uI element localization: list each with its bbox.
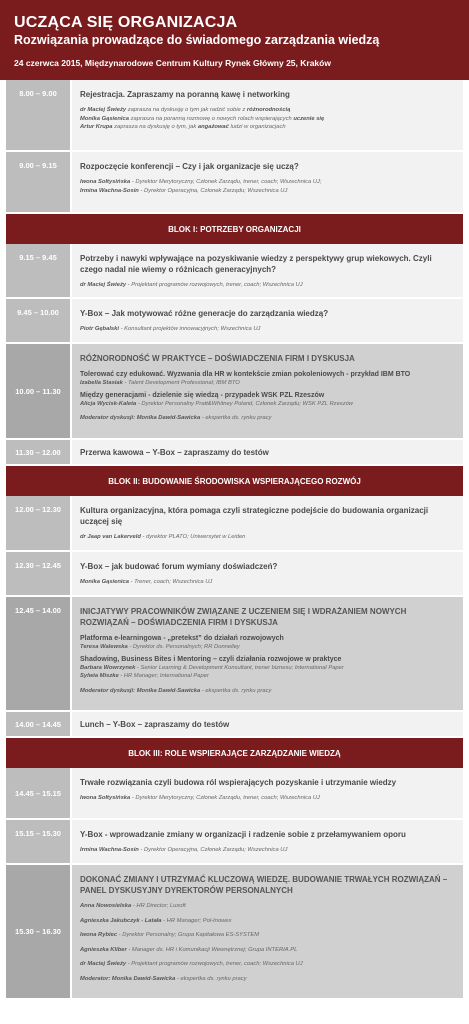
speaker-role: - dyrektor PLATO; Uniwersytet w Leiden bbox=[140, 534, 246, 540]
time-cell: 12.00 – 12.30 bbox=[6, 496, 70, 550]
session-title: Trwałe rozwiązania czyli budowa ról wspierających pozyskanie i utrzymanie wiedzy bbox=[80, 778, 397, 787]
schedule bbox=[0, 80, 469, 214]
session-content bbox=[72, 865, 463, 998]
speaker-line bbox=[80, 533, 455, 542]
session-content bbox=[72, 712, 463, 736]
conference-subtitle: Rozwiązania prowadzące do świadomego zarządzania wiedzą bbox=[14, 33, 380, 47]
speaker-role: - Dyrektor Operacyjna, Członek Zarządu; Wszechnica UJ bbox=[138, 187, 288, 194]
speaker-line bbox=[80, 794, 455, 803]
speaker-name: Piotr Gębalski bbox=[80, 326, 119, 332]
time-cell: 8.00 – 9.00 bbox=[6, 80, 70, 150]
speaker-name: Sylwia Miszke bbox=[80, 673, 119, 679]
speaker-line bbox=[80, 106, 455, 115]
speaker-line bbox=[80, 846, 455, 855]
speaker-role: - Dyrektor Operacyjna, Członek Zarządu; Wszechnica UJ bbox=[138, 847, 288, 853]
agenda-row bbox=[6, 865, 463, 1000]
moderator-label: Moderator dyskusji: bbox=[80, 687, 137, 694]
moderator-label: Moderator dyskusji: bbox=[80, 415, 137, 421]
session-title: Rejestracja. Zapraszamy na poranną kawę i networking bbox=[80, 90, 290, 99]
session-title: Przerwa kawowa – Y-Box – zapraszamy do testów bbox=[80, 448, 269, 457]
speaker-name: Iwona Sołtysińska bbox=[80, 179, 131, 185]
speaker-text: zaprasza na dyskusję o tym jak radzić sobie z bbox=[126, 107, 247, 113]
speaker-topic: angażować bbox=[197, 124, 229, 130]
speaker-topic: uczenie się bbox=[293, 115, 325, 122]
speaker-role: - Projektant programów rozwojowych, trener, coach; Wszechnica UJ bbox=[126, 282, 303, 288]
speaker-name: Alicja Wycisk-Kaleta bbox=[80, 400, 137, 407]
session-content bbox=[72, 768, 463, 818]
agenda-row bbox=[6, 712, 463, 738]
session-content bbox=[72, 152, 463, 212]
session-content bbox=[72, 244, 463, 297]
time-cell: 15.30 – 16.30 bbox=[6, 865, 70, 998]
session-content bbox=[72, 820, 463, 863]
speaker-role: - HR Director; Luxoft bbox=[131, 903, 186, 909]
speaker-line bbox=[80, 960, 455, 969]
speaker-line bbox=[80, 664, 455, 673]
session-content bbox=[72, 440, 463, 464]
block-heading: BLOK II: BUDOWANIE ŚRODOWISKA WSPIERAJĄCEGO ROZWÓJ bbox=[6, 466, 463, 496]
session-title: RÓŻNORODNOŚĆ W PRAKTYCE – DOŚWIADCZENIA FIRM I DYSKUSJA bbox=[80, 354, 355, 363]
agenda-row bbox=[6, 820, 463, 865]
conference-date-venue: 24 czerwca 2015, Międzynarodowe Centrum Kultury Rynek Główny 25, Kraków bbox=[14, 58, 331, 68]
speaker-role: - Dyrektor Personalny Pratt&Whitney Poland, Członek Zarządu; WSK PZL Rzeszów bbox=[136, 400, 353, 407]
speaker-line bbox=[80, 917, 455, 926]
agenda-row bbox=[6, 552, 463, 597]
speaker-role: - Dyrektor Personalny; Grupa Kapitałowa ES-SYSTEM bbox=[117, 932, 260, 938]
time-cell: 10.00 – 11.30 bbox=[6, 344, 70, 438]
session-content bbox=[72, 344, 463, 438]
speaker-name: Monika Gąsienica bbox=[80, 579, 129, 585]
speaker-name: dr Maciej Świeży bbox=[80, 961, 127, 967]
session-title: Y-Box – Jak motywować różne generacje do zarządzania wiedzą? bbox=[80, 309, 329, 318]
agenda-row bbox=[6, 496, 463, 552]
talk-title: Między generacjami - dzielenie się wiedzą - przypadek WSK PZL Rzeszów bbox=[80, 391, 325, 399]
talk-title: Tolerować czy edukować. Wyzwania dla HR w kontekście zmian pokoleniowych - przykład IBM BTO bbox=[80, 371, 411, 378]
conference-title: UCZĄCA SIĘ ORGANIZACJA bbox=[14, 14, 238, 31]
speaker-role: - Talent Development Professional; IBM BTO bbox=[122, 380, 240, 386]
time-cell: 9.15 – 9.45 bbox=[6, 244, 70, 297]
moderator-role: - ekspertka ds. rynku pracy bbox=[200, 687, 272, 694]
speaker-name: dr Maciej Świeży bbox=[80, 107, 127, 113]
block-heading: BLOK III: ROLE WSPIERAJĄCE ZARZĄDZANIE WIEDZĄ bbox=[6, 738, 463, 768]
speaker-role: - Dyrektor Merytoryczny, Członek Zarządu, trener, coach; Wszechnica UJ; bbox=[130, 179, 322, 185]
talk-title: Shadowing, Business Bites i Mentoring – czyli działania rozwojowe w praktyce bbox=[80, 655, 342, 663]
block-heading: BLOK I: POTRZEBY ORGANIZACJI bbox=[6, 214, 463, 244]
speaker-role: - HR Manager; Pol-Inowex bbox=[161, 917, 232, 924]
speaker-name: dr Maciej Świeży bbox=[80, 282, 127, 288]
speaker-text: ludzi w organizacjach bbox=[228, 124, 286, 130]
speaker-role: - HR Manager; International Paper bbox=[118, 673, 209, 679]
speaker-line bbox=[80, 400, 455, 409]
moderator-name: Monika Dawid-Sawicka bbox=[136, 415, 201, 421]
agenda-row bbox=[6, 299, 463, 344]
agenda-row bbox=[6, 80, 463, 152]
speaker-line bbox=[80, 115, 455, 124]
session-title: Potrzeby i nawyki wpływające na pozyskiwanie wiedzy z perspektywy grup wiekowych. Czyli czego nadal nie wiemy o różnicach generacyjnych? bbox=[80, 254, 432, 274]
time-cell: 15.15 – 15.30 bbox=[6, 820, 70, 863]
session-title: INICJATYWY PRACOWNIKÓW ZWIĄZANE Z UCZENIEM SIĘ I WDRAŻANIEM NOWYCH ROZWIĄZAŃ – DOŚWIADCZENIA FIRM I DYSKUSJA bbox=[80, 607, 407, 627]
speaker-name: Agnieszka Kliber bbox=[80, 946, 127, 953]
speaker-name: Iwona Sołtysińska bbox=[80, 795, 131, 801]
moderator-role: - ekspertka ds. rynku pracy bbox=[175, 975, 247, 982]
session-title: Lunch – Y-Box – zapraszamy do testów bbox=[80, 720, 230, 729]
speaker-line bbox=[80, 123, 455, 132]
speaker-line bbox=[80, 578, 455, 587]
speaker-line bbox=[80, 931, 455, 940]
agenda-row bbox=[6, 152, 463, 214]
speaker-role: - Senior Learning & Development Konsultant, trener biznesu; International Paper bbox=[135, 664, 344, 671]
schedule bbox=[0, 244, 469, 466]
speaker-line bbox=[80, 902, 455, 911]
time-cell: 14.45 – 15.15 bbox=[6, 768, 70, 818]
speaker-line bbox=[80, 379, 455, 388]
speaker-name: Anna Nowosielska bbox=[80, 903, 132, 909]
speaker-text: zaprasza na dyskusję o tym, jak bbox=[112, 124, 198, 130]
speaker-line bbox=[80, 672, 455, 681]
speaker-role: - Manager ds. HR i Komunikacji Wewnętrznej; Grupa INTERIA.PL bbox=[126, 946, 298, 953]
session-content bbox=[72, 552, 463, 595]
agenda-row bbox=[6, 768, 463, 820]
speaker-name: Izabella Stasiak bbox=[80, 380, 123, 386]
agenda-row bbox=[6, 440, 463, 466]
session-content bbox=[72, 80, 463, 150]
session-content bbox=[72, 597, 463, 710]
speaker-name: Teresa Walewska bbox=[80, 644, 128, 650]
speaker-role: - Dyrektor Merytoryczny, Członek Zarządu, trener, coach; Wszechnica UJ bbox=[130, 795, 320, 801]
speaker-line bbox=[80, 643, 455, 652]
agenda-row bbox=[6, 344, 463, 440]
time-cell: 9.45 – 10.00 bbox=[6, 299, 70, 342]
session-title: Y-Box – jak budować forum wymiany doświadczeń? bbox=[80, 562, 278, 571]
time-cell: 12.45 – 14.00 bbox=[6, 597, 70, 710]
session-content bbox=[72, 496, 463, 550]
speaker-name: Iwona Rybiec bbox=[80, 932, 118, 938]
speaker-line bbox=[80, 325, 455, 334]
speaker-name: Irmina Wachna-Sosin bbox=[80, 847, 139, 853]
speaker-name: Artur Krupa bbox=[80, 124, 113, 130]
moderator-name: Monika Dawid-Sawicka bbox=[111, 975, 176, 982]
speaker-name: Agnieszka Jakubczyk - Latała bbox=[80, 917, 162, 924]
speaker-line bbox=[80, 946, 455, 955]
speaker-name: Barbara Wowrzynek bbox=[80, 664, 136, 671]
session-content bbox=[72, 299, 463, 342]
speaker-line bbox=[80, 281, 455, 290]
moderator-line bbox=[80, 687, 455, 696]
moderator-line bbox=[80, 414, 455, 423]
moderator-line bbox=[80, 975, 455, 984]
speaker-role: - Trener, coach; Wszechnica UJ bbox=[128, 579, 213, 585]
schedule bbox=[0, 768, 469, 1000]
speaker-name: dr Jaap van Lakerveld bbox=[80, 534, 141, 540]
time-cell: 11.30 – 12.00 bbox=[6, 440, 70, 464]
moderator-label: Moderator: bbox=[80, 975, 112, 982]
speaker-topic: różnorodnością bbox=[246, 107, 291, 113]
session-title: Rozpoczęcie konferencji – Czy i jak organizacje się uczą? bbox=[80, 162, 299, 171]
speaker-line bbox=[80, 187, 455, 196]
session-title: Y-Box - wprowadzanie zmiany w organizacji i radzenie sobie z przełamywaniem oporu bbox=[80, 830, 406, 839]
moderator-name: Monika Dawid-Sawicka bbox=[136, 687, 201, 694]
agenda-row bbox=[6, 244, 463, 299]
agenda-row bbox=[6, 597, 463, 712]
speaker-name: Irmina Wachna-Sosin bbox=[80, 187, 139, 194]
speaker-text: zaprasza na poranną rozmowę o nowych rolach wspierających bbox=[128, 115, 294, 122]
session-title: DOKONAĆ ZMIANY I UTRZYMAĆ KLUCZOWĄ WIEDZĘ. BUDOWANIE TRWAŁYCH ROZWIĄZAŃ – PANEL DYSKUSYJNY DYREKTORÓW PERSONALNYCH bbox=[80, 875, 448, 895]
schedule bbox=[0, 496, 469, 738]
speaker-role: - Konsultant projektów innowacyjnych; Wszechnica UJ bbox=[118, 326, 261, 332]
time-cell: 14.00 – 14.45 bbox=[6, 712, 70, 736]
talk-title: Platforma e-learningowa - „pretekst” do działań rozwojowych bbox=[80, 635, 284, 642]
time-cell: 9.00 – 9.15 bbox=[6, 152, 70, 212]
speaker-role: - Projektant programów rozwojowych, trener, coach; Wszechnica UJ bbox=[126, 961, 303, 967]
speaker-line bbox=[80, 178, 455, 187]
moderator-role: - ekspertka ds. rynku pracy bbox=[200, 415, 272, 421]
header bbox=[0, 0, 469, 80]
time-cell: 12.30 – 12.45 bbox=[6, 552, 70, 595]
speaker-name: Monika Gąsienica bbox=[80, 115, 129, 122]
session-title: Kultura organizacyjna, która pomaga czyli strategiczne podejście do budowania organizacji uczącej się bbox=[80, 506, 429, 526]
speaker-role: - Dyrektor ds. Personalnych; RR Donnelley bbox=[127, 644, 240, 650]
